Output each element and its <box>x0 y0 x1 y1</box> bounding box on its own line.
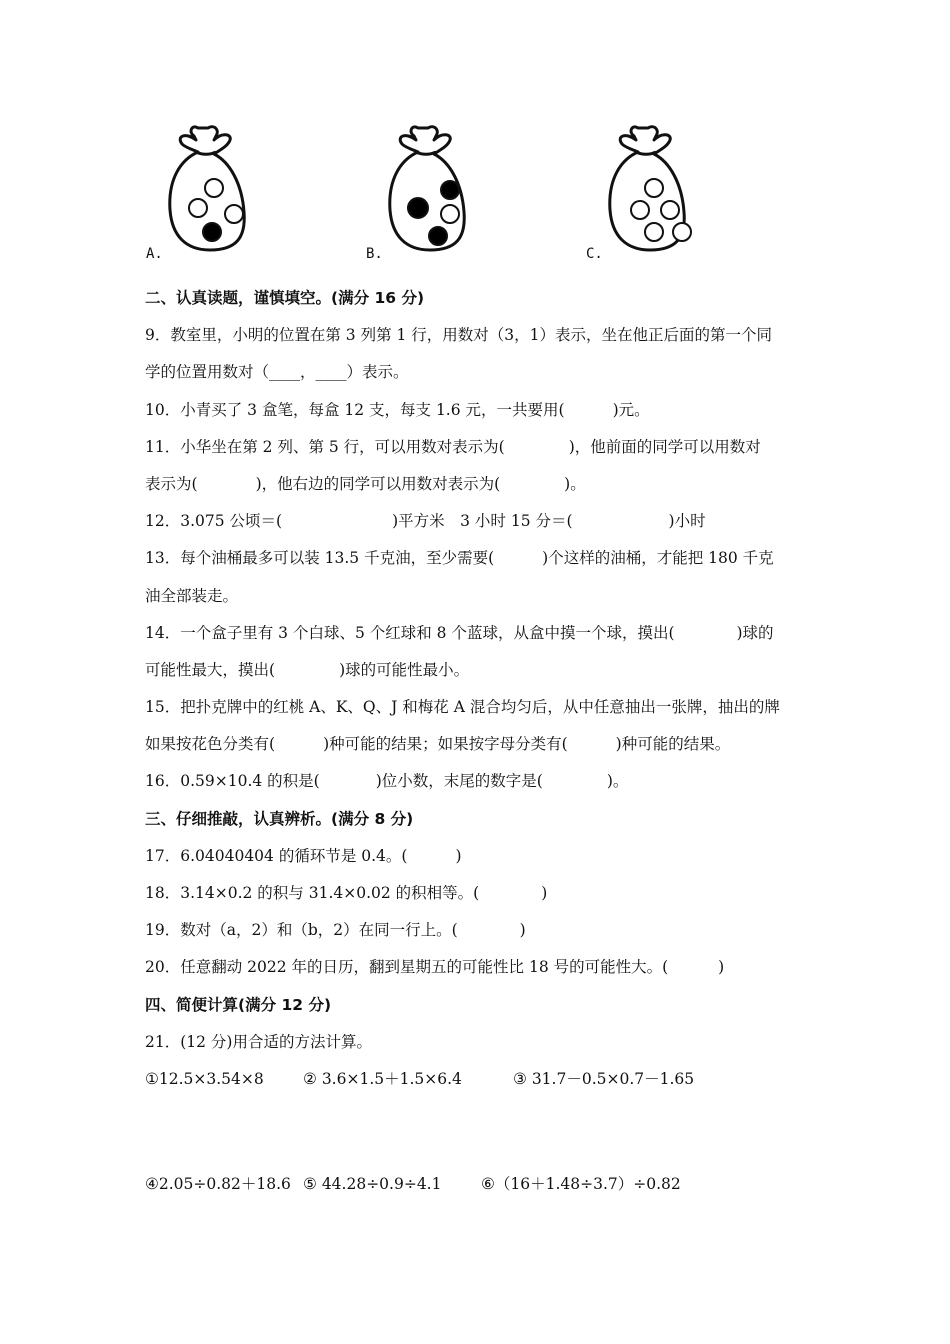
ball <box>225 205 243 223</box>
question-10 <box>145 396 825 433</box>
q11-text: )，他右边的同学可以用数对表示为( <box>255 474 501 493</box>
questions <box>145 284 825 1198</box>
option-label: A. <box>146 246 163 262</box>
q11-text: )。 <box>564 474 586 493</box>
question-21: 21．(12 分)用合适的方法计算。 <box>145 1032 372 1051</box>
q14-text: )球的可能性最小。 <box>339 660 470 679</box>
ball <box>441 205 459 223</box>
q10-end: )元。 <box>612 400 650 419</box>
q13-text: 13．每个油桶最多可以装 13.5 千克油，至少需要( <box>145 549 495 568</box>
option-a <box>146 118 256 268</box>
bag-a-icon <box>146 118 256 258</box>
q20-text: 20．任意翻动 2022 年的日历，翻到星期五的可能性比 18 号的可能性大。( <box>145 958 669 977</box>
q14-text: 可能性最大，摸出( <box>145 660 276 679</box>
question-17 <box>145 842 825 879</box>
option-b <box>366 118 476 268</box>
question-14-line-1 <box>145 619 825 656</box>
question-11-line-2 <box>145 470 825 507</box>
option-label: B. <box>366 246 383 262</box>
question-13-line-2: 油全部装走。 <box>145 586 239 605</box>
q11-text: 表示为( <box>145 474 198 493</box>
question-15-line-1: 15．把扑克牌中的红桃 A、K、Q、J 和梅花 A 混合均匀后，从中任意抽出一张牌，抽出的牌 <box>145 698 780 717</box>
q14-text: )球的 <box>736 623 774 642</box>
ball <box>645 179 663 197</box>
q14-text: 14．一个盒子里有 3 个白球、5 个红球和 8 个蓝球，从盒中摸一个球，摸出( <box>145 623 675 642</box>
ball <box>408 198 428 218</box>
q13-text: )个这样的油桶，才能把 180 千克 <box>542 549 774 568</box>
q11-text: 11．小华坐在第 2 列、第 5 行，可以用数对表示为( <box>145 437 505 456</box>
q17-end: ) <box>455 846 462 865</box>
ball <box>205 179 223 197</box>
calc-item: ④2.05÷0.82＋18.6 <box>145 1174 291 1193</box>
option-c <box>586 118 696 268</box>
calc-row-1 <box>145 1065 825 1093</box>
question-9-line-2: 学的位置用数对（____，____）表示。 <box>145 363 409 382</box>
section-2-title: 二、认真读题，谨慎填空。(满分 16 分) <box>145 289 425 307</box>
answer-options <box>0 118 950 268</box>
q19-end: ) <box>519 921 526 940</box>
q16-text: )。 <box>606 772 629 791</box>
question-12 <box>145 507 825 544</box>
q16-text: 16．0.59×10.4 的积是( <box>145 772 320 791</box>
bag-b-icon <box>366 118 476 258</box>
q12-text: 12．3.075 公顷＝( <box>145 512 283 531</box>
question-11-line-1 <box>145 433 825 470</box>
q15-text: )种可能的结果。 <box>615 735 731 754</box>
question-16 <box>145 767 825 804</box>
question-9-line-1: 9．教室里，小明的位置在第 3 列第 1 行，用数对（3，1）表示，坐在他正后面的第一个同 <box>145 326 773 345</box>
section-4-title: 四、简便计算(满分 12 分) <box>145 995 332 1014</box>
calc-item: ⑤ 44.28÷0.9÷4.1 <box>303 1174 442 1193</box>
q16-text: )位小数，末尾的数字是( <box>375 772 543 791</box>
q18-text: 18．3.14×0.2 的积与 31.4×0.02 的积相等。( <box>145 884 480 902</box>
ball <box>661 201 679 219</box>
q12-text: )小时 <box>668 512 706 531</box>
calc-item: ③ 31.7－0.5×0.7－1.65 <box>513 1069 695 1088</box>
ball <box>189 199 207 217</box>
q11-text: )，他前面的同学可以用数对 <box>568 437 761 456</box>
question-20 <box>145 953 825 990</box>
ball <box>645 223 663 241</box>
q17-text: 17．6.04040404 的循环节是 0.4。( <box>145 846 408 865</box>
calc-row-2 <box>145 1170 825 1198</box>
q20-end: ) <box>718 958 725 977</box>
question-15-line-2 <box>145 730 825 767</box>
ball <box>203 223 221 241</box>
q18-end: ) <box>541 884 548 902</box>
question-14-line-2 <box>145 656 825 693</box>
calc-item: ⑥（16＋1.48÷3.7）÷0.82 <box>481 1174 681 1193</box>
q15-text: )种可能的结果；如果按字母分类有( <box>323 735 568 754</box>
calc-item: ①12.5×3.54×8 <box>145 1069 264 1088</box>
q10-text: 10．小青买了 3 盒笔，每盒 12 支，每支 1.6 元，一共要用( <box>145 400 565 419</box>
option-label: C. <box>586 246 603 262</box>
question-13-line-1 <box>145 544 825 581</box>
q15-text: 如果按花色分类有( <box>145 735 276 754</box>
question-18 <box>145 879 825 916</box>
ball <box>429 227 447 245</box>
ball <box>673 223 691 241</box>
section-3-title: 三、仔细推敲，认真辨析。(满分 8 分) <box>145 809 414 828</box>
calc-item: ② 3.6×1.5＋1.5×6.4 <box>303 1069 462 1088</box>
bag-c-icon <box>586 118 696 258</box>
ball <box>631 201 649 219</box>
q19-text: 19．数对（a，2）和（b，2）在同一行上。( <box>145 921 458 940</box>
ball <box>441 181 459 199</box>
question-19 <box>145 916 825 953</box>
q12-text: )平方米 3 小时 15 分＝( <box>392 512 573 531</box>
